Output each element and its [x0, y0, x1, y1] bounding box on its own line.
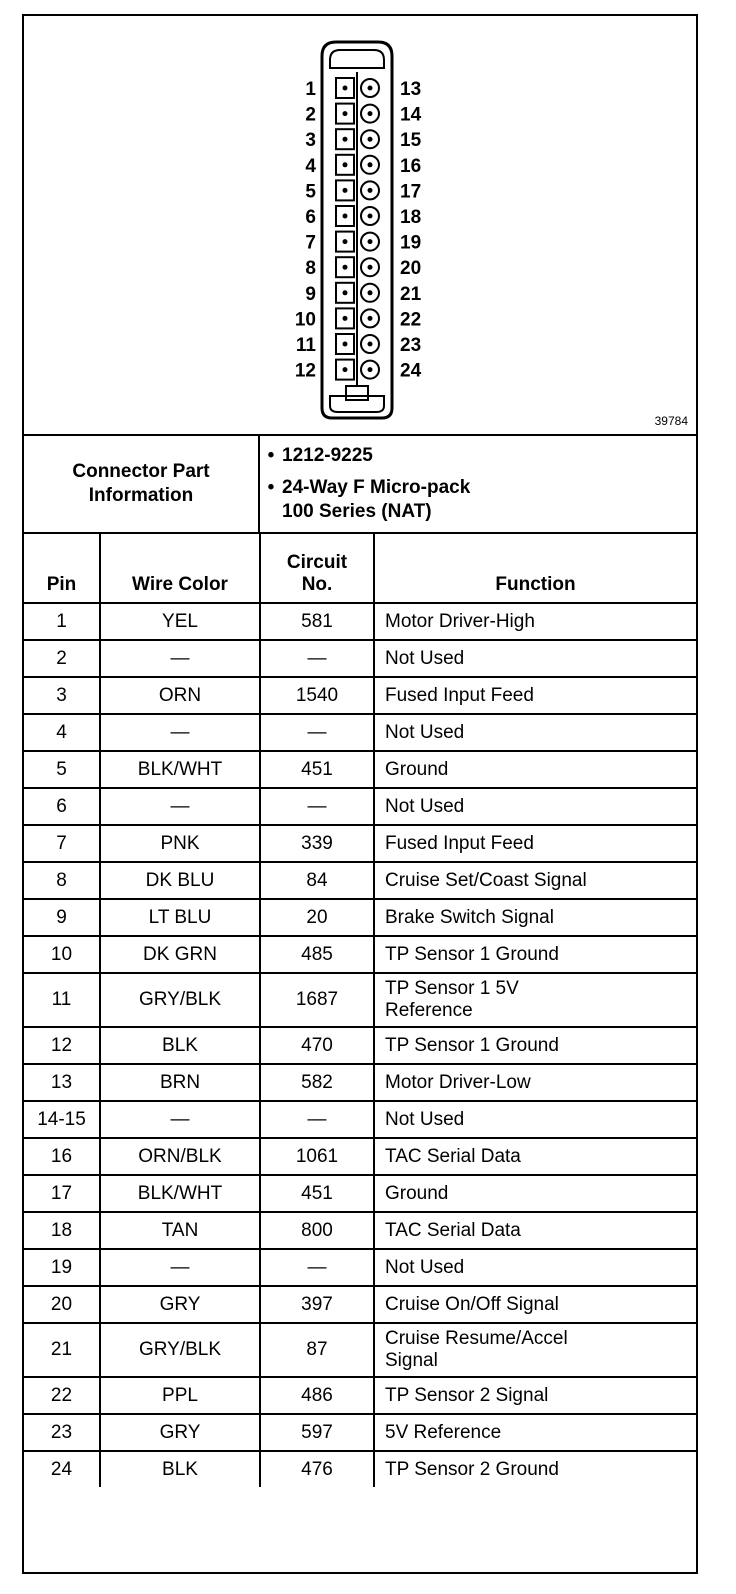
wire-color-cell: BLK/WHT	[100, 751, 260, 788]
terminal-dot	[368, 137, 373, 142]
pin-cell: 14-15	[24, 1101, 100, 1138]
wire-color-cell: GRY/BLK	[100, 1323, 260, 1377]
table-row	[24, 1377, 696, 1414]
table-row	[24, 1027, 696, 1064]
function-cell	[374, 1323, 696, 1377]
pin-label-right: 24	[400, 360, 422, 382]
pin-label-right: 17	[400, 181, 422, 203]
pin-cell: 24	[24, 1451, 100, 1487]
terminal-dot	[343, 188, 348, 193]
pin-cell: 17	[24, 1175, 100, 1212]
header-wire-color: Wire Color	[100, 534, 260, 603]
pin-cell: 16	[24, 1138, 100, 1175]
circuit-cell: 339	[260, 825, 374, 862]
pin-cell: 12	[24, 1027, 100, 1064]
circuit-cell: —	[260, 714, 374, 751]
pin-label-left: 8	[305, 258, 316, 280]
terminal-dot	[368, 86, 373, 91]
circuit-cell: —	[260, 788, 374, 825]
wire-color-cell: —	[100, 1101, 260, 1138]
pin-cell: 22	[24, 1377, 100, 1414]
circuit-cell: —	[260, 1249, 374, 1286]
function-cell: Cruise On/Off Signal	[374, 1286, 696, 1323]
table-row	[24, 1414, 696, 1451]
function-cell: TAC Serial Data	[374, 1212, 696, 1249]
circuit-cell: 581	[260, 603, 374, 640]
pin-cell: 6	[24, 788, 100, 825]
connector-latch-top	[330, 50, 384, 68]
terminal-dot	[343, 162, 348, 167]
table-row	[24, 1175, 696, 1212]
pin-label-left: 3	[305, 130, 316, 152]
terminal-dot	[368, 188, 373, 193]
pin-cell: 20	[24, 1286, 100, 1323]
pin-cell: 21	[24, 1323, 100, 1377]
wire-color-cell: YEL	[100, 603, 260, 640]
table-row	[24, 603, 696, 640]
wire-color-cell: LT BLU	[100, 899, 260, 936]
terminal-dot	[343, 316, 348, 321]
terminal-dot	[343, 265, 348, 270]
table-row	[24, 973, 696, 1027]
table-row	[24, 1064, 696, 1101]
pin-label-left: 11	[295, 335, 316, 356]
pin-cell: 4	[24, 714, 100, 751]
table-row	[24, 1101, 696, 1138]
circuit-cell: 451	[260, 1175, 374, 1212]
function-cell: Cruise Set/Coast Signal	[374, 862, 696, 899]
pin-label-left: 2	[305, 104, 316, 126]
pin-label-right: 15	[400, 130, 422, 152]
circuit-cell: 486	[260, 1377, 374, 1414]
terminal-dot	[368, 342, 373, 347]
circuit-cell: 470	[260, 1027, 374, 1064]
wire-color-cell: GRY/BLK	[100, 973, 260, 1027]
circuit-cell: 397	[260, 1286, 374, 1323]
pin-label-left: 10	[294, 309, 316, 331]
function-cell: Ground	[374, 1175, 696, 1212]
wire-color-cell: GRY	[100, 1286, 260, 1323]
terminal-dot	[368, 367, 373, 372]
pin-label-right: 18	[400, 207, 422, 228]
terminal-dot	[343, 290, 348, 295]
function-cell: Not Used	[374, 1249, 696, 1286]
function-line1: TP Sensor 1 5V	[385, 978, 519, 999]
wire-color-cell: —	[100, 788, 260, 825]
circuit-cell: 1687	[260, 973, 374, 1027]
pin-cell: 18	[24, 1212, 100, 1249]
connector-sheet	[22, 14, 698, 1574]
circuit-cell: 476	[260, 1451, 374, 1487]
circuit-cell: —	[260, 640, 374, 677]
function-cell: Ground	[374, 751, 696, 788]
terminal-dot	[343, 111, 348, 116]
connector-diagram	[24, 16, 696, 436]
terminal-dot	[368, 290, 373, 295]
header-circuit	[260, 534, 374, 603]
table-row	[24, 1286, 696, 1323]
connector-latch-bottom	[330, 396, 384, 412]
wire-color-cell: TAN	[100, 1212, 260, 1249]
pin-cell: 1	[24, 603, 100, 640]
circuit-cell: 597	[260, 1414, 374, 1451]
pin-cell: 2	[24, 640, 100, 677]
pin-label-right: 14	[400, 104, 422, 126]
pin-cell: 23	[24, 1414, 100, 1451]
connector-figure	[24, 16, 696, 436]
terminal-dot	[368, 162, 373, 167]
table-row	[24, 788, 696, 825]
circuit-cell: 451	[260, 751, 374, 788]
pin-label-left: 4	[305, 155, 316, 177]
part-number-line	[260, 444, 690, 468]
table-row	[24, 1323, 696, 1377]
bullet-icon: •	[267, 445, 275, 466]
wire-color-cell: —	[100, 1249, 260, 1286]
terminal-dot	[368, 265, 373, 270]
function-cell: Not Used	[374, 714, 696, 751]
pin-cell: 7	[24, 825, 100, 862]
function-cell: Motor Driver-High	[374, 603, 696, 640]
part-info-label	[24, 436, 260, 532]
function-cell: TP Sensor 1 Ground	[374, 1027, 696, 1064]
table-row	[24, 1212, 696, 1249]
table-row	[24, 677, 696, 714]
circuit-cell: 1061	[260, 1138, 374, 1175]
function-cell: Brake Switch Signal	[374, 899, 696, 936]
table-header-row	[24, 534, 696, 603]
pin-label-right: 20	[400, 258, 422, 280]
terminal-dot	[343, 86, 348, 91]
part-number: 1212-9225	[282, 445, 373, 466]
bullet-icon: •	[267, 477, 275, 498]
pin-label-right: 21	[400, 283, 422, 305]
header-function: Function	[374, 534, 696, 603]
wire-color-cell: —	[100, 640, 260, 677]
function-line2: Reference	[385, 1000, 473, 1021]
part-label-line2: Information	[88, 485, 194, 506]
wire-color-cell: DK GRN	[100, 936, 260, 973]
terminal-dot	[368, 111, 373, 116]
function-cell: TP Sensor 2 Ground	[374, 1451, 696, 1487]
table-row	[24, 936, 696, 973]
wire-color-cell: —	[100, 714, 260, 751]
function-line1: Cruise Resume/Accel	[385, 1328, 568, 1349]
pin-label-left: 7	[305, 232, 316, 254]
circuit-cell: 1540	[260, 677, 374, 714]
pin-cell: 13	[24, 1064, 100, 1101]
pin-cell: 19	[24, 1249, 100, 1286]
terminal-dot	[343, 239, 348, 244]
terminal-dot	[343, 342, 348, 347]
circuit-cell: 84	[260, 862, 374, 899]
function-cell: Not Used	[374, 788, 696, 825]
pin-cell: 8	[24, 862, 100, 899]
description-line2: 100 Series (NAT)	[282, 501, 432, 522]
function-cell: 5V Reference	[374, 1414, 696, 1451]
header-circuit-line2: No.	[301, 574, 333, 595]
connector-part-info	[24, 436, 696, 534]
wire-color-cell: BRN	[100, 1064, 260, 1101]
pin-cell: 11	[24, 973, 100, 1027]
wire-color-cell: DK BLU	[100, 862, 260, 899]
description-line1: 24-Way F Micro-pack	[282, 477, 471, 498]
circuit-cell: 800	[260, 1212, 374, 1249]
wire-color-cell: ORN/BLK	[100, 1138, 260, 1175]
pin-label-left: 9	[305, 283, 316, 305]
description-line	[260, 476, 690, 524]
table-row	[24, 862, 696, 899]
table-row	[24, 751, 696, 788]
function-line2: Signal	[385, 1350, 438, 1371]
function-cell: Not Used	[374, 1101, 696, 1138]
connector-key	[346, 386, 368, 400]
terminal-dot	[343, 214, 348, 219]
pin-label-right: 23	[400, 335, 422, 356]
terminal-dot	[368, 316, 373, 321]
pin-cell: 9	[24, 899, 100, 936]
table-row	[24, 714, 696, 751]
terminal-dot	[368, 214, 373, 219]
terminal-dot	[343, 137, 348, 142]
pin-label-right: 13	[400, 79, 422, 100]
part-label-line1: Connector Part	[72, 461, 210, 482]
circuit-cell: 20	[260, 899, 374, 936]
circuit-cell: 485	[260, 936, 374, 973]
terminal-dot	[368, 239, 373, 244]
table-row	[24, 825, 696, 862]
wire-color-cell: ORN	[100, 677, 260, 714]
header-pin: Pin	[24, 534, 100, 603]
wire-color-cell: BLK	[100, 1027, 260, 1064]
connector-description	[282, 476, 470, 524]
function-cell: TP Sensor 2 Signal	[374, 1377, 696, 1414]
function-cell	[374, 973, 696, 1027]
function-cell: TAC Serial Data	[374, 1138, 696, 1175]
header-circuit-line1: Circuit	[286, 552, 348, 573]
wire-color-cell: PNK	[100, 825, 260, 862]
function-cell: Fused Input Feed	[374, 825, 696, 862]
function-cell: Not Used	[374, 640, 696, 677]
wire-color-cell: BLK	[100, 1451, 260, 1487]
function-cell: Motor Driver-Low	[374, 1064, 696, 1101]
pin-cell: 5	[24, 751, 100, 788]
terminal-dot	[343, 367, 348, 372]
pin-label-right: 16	[400, 155, 422, 177]
table-row	[24, 1138, 696, 1175]
part-info-values	[260, 444, 690, 532]
pin-cell: 3	[24, 677, 100, 714]
pin-label-right: 19	[400, 232, 422, 254]
function-cell: Fused Input Feed	[374, 677, 696, 714]
circuit-cell: 582	[260, 1064, 374, 1101]
pinout-table	[24, 534, 696, 1487]
function-cell: TP Sensor 1 Ground	[374, 936, 696, 973]
wire-color-cell: BLK/WHT	[100, 1175, 260, 1212]
pin-label-left: 5	[305, 181, 316, 203]
pin-label-left: 1	[305, 79, 316, 100]
wire-color-cell: PPL	[100, 1377, 260, 1414]
circuit-cell: —	[260, 1101, 374, 1138]
table-row	[24, 640, 696, 677]
figure-id: 39784	[654, 414, 688, 428]
pin-label-left: 12	[294, 360, 316, 382]
pin-cell: 10	[24, 936, 100, 973]
circuit-cell: 87	[260, 1323, 374, 1377]
table-row	[24, 1451, 696, 1487]
pin-label-right: 22	[400, 309, 422, 331]
wire-color-cell: GRY	[100, 1414, 260, 1451]
pin-label-left: 6	[305, 207, 316, 228]
table-row	[24, 899, 696, 936]
table-row	[24, 1249, 696, 1286]
